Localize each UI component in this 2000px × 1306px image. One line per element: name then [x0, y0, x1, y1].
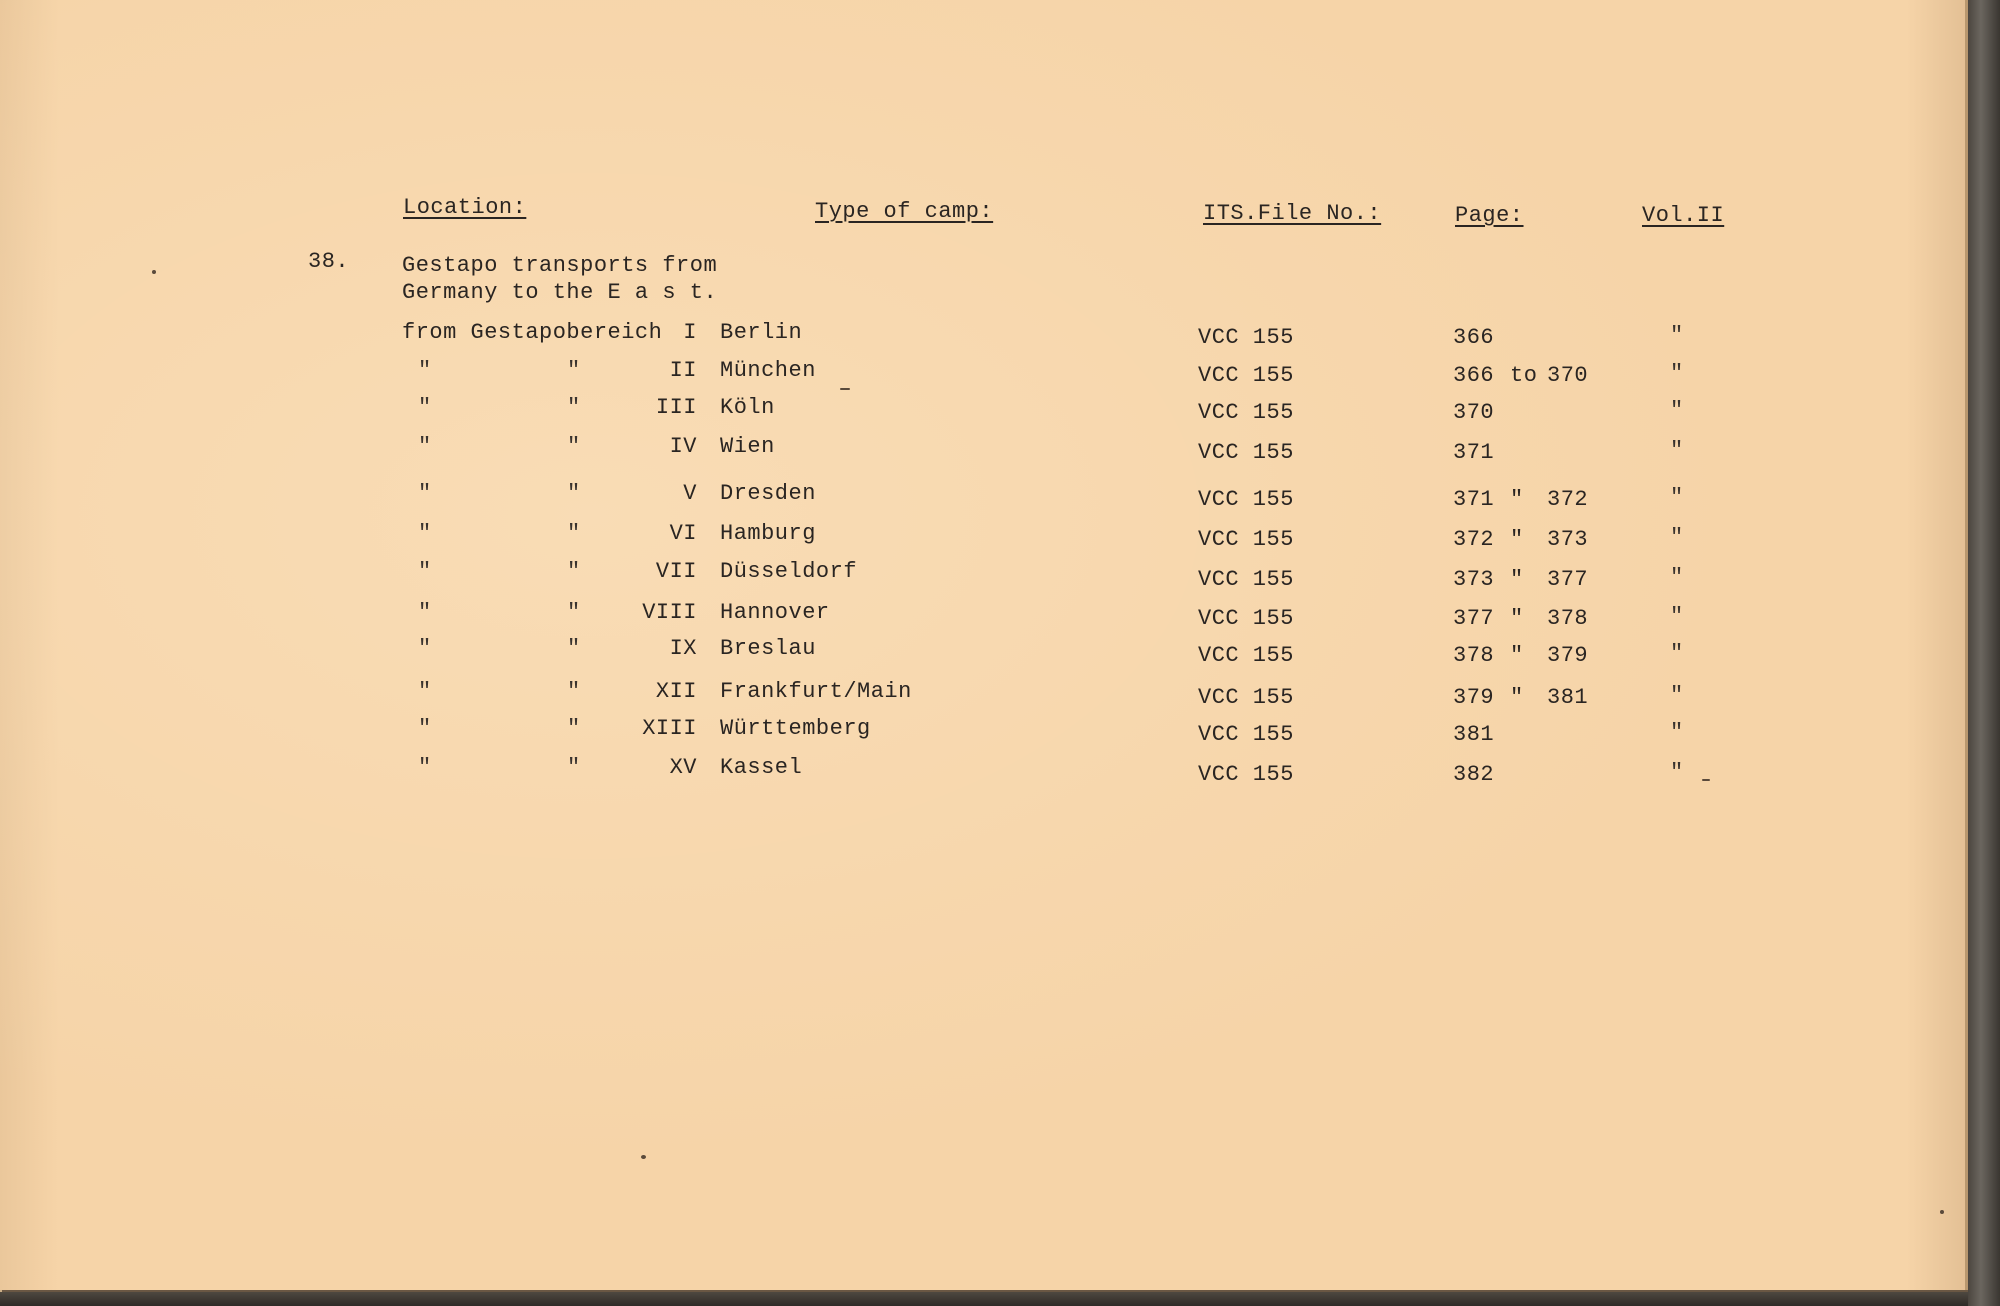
its-file-number: VCC 155 [1198, 487, 1294, 512]
entry-title-line2: Germany to the E a s t. [402, 280, 718, 305]
page-from: 382 [1453, 762, 1495, 787]
book-edge-right [1968, 0, 2000, 1306]
page-to: 370 [1547, 363, 1589, 388]
gestapo-district-numeral: VII [655, 559, 697, 584]
page-from: 366 [1453, 363, 1495, 388]
ditto-mark-2: " [567, 521, 581, 546]
page-from: 366 [1453, 325, 1495, 350]
ditto-mark-2: " [567, 559, 581, 584]
its-file-number: VCC 155 [1198, 685, 1294, 710]
header-page: Page: [1455, 203, 1524, 228]
city-name: Dresden [720, 481, 816, 506]
gestapo-district-numeral: VIII [642, 600, 697, 625]
ditto-mark-2: " [567, 636, 581, 661]
volume-ditto: " [1670, 720, 1684, 745]
ditto-mark-2: " [567, 358, 581, 383]
its-file-number: VCC 155 [1198, 643, 1294, 668]
volume-ditto: " [1670, 485, 1684, 510]
its-file-number: VCC 155 [1198, 606, 1294, 631]
ditto-mark-1: " [418, 600, 432, 625]
page-from: 373 [1453, 567, 1495, 592]
its-file-number: VCC 155 [1198, 325, 1294, 350]
page-separator: " [1510, 685, 1524, 710]
its-file-number: VCC 155 [1198, 722, 1294, 747]
page-separator: " [1510, 643, 1524, 668]
gestapo-district-numeral: IX [669, 636, 697, 661]
city-name: Hamburg [720, 521, 816, 546]
ditto-mark-2: " [567, 679, 581, 704]
page-from: 371 [1453, 440, 1495, 465]
page-from: 379 [1453, 685, 1495, 710]
city-name: Düsseldorf [720, 559, 858, 584]
page-to: 381 [1547, 685, 1589, 710]
city-name: Kassel [720, 755, 803, 780]
volume-ditto: " [1670, 641, 1684, 666]
page-from: 378 [1453, 643, 1495, 668]
ditto-mark-1: " [418, 679, 432, 704]
city-name: Frankfurt/Main [720, 679, 912, 704]
ditto-mark-1: " [418, 755, 432, 780]
city-name: Breslau [720, 636, 816, 661]
ditto-mark-1: " [418, 521, 432, 546]
paper-speck [1940, 1210, 1944, 1214]
its-file-number: VCC 155 [1198, 527, 1294, 552]
its-file-number: VCC 155 [1198, 363, 1294, 388]
ditto-mark-2: " [567, 600, 581, 625]
volume-ditto: " [1670, 604, 1684, 629]
ditto-mark-2: " [567, 434, 581, 459]
gestapo-district-numeral: I [683, 320, 697, 345]
entry-title-line1: Gestapo transports from [402, 253, 718, 278]
gestapo-district-numeral: XIII [642, 716, 697, 741]
page-to: 377 [1547, 567, 1589, 592]
page-to: 379 [1547, 643, 1589, 668]
city-name: Hannover [720, 600, 830, 625]
ditto-mark-2: " [567, 481, 581, 506]
page-from: 372 [1453, 527, 1495, 552]
gestapo-district-numeral: VI [669, 521, 697, 546]
gestapo-district-numeral: XII [655, 679, 697, 704]
page-to: 378 [1547, 606, 1589, 631]
volume-ditto: " [1670, 565, 1684, 590]
gestapo-district-numeral: IV [669, 434, 697, 459]
paper-speck [641, 1155, 646, 1159]
page-separator: " [1510, 567, 1524, 592]
ditto-mark-2: " [567, 395, 581, 420]
ditto-mark-1: " [418, 636, 432, 661]
city-name: Württemberg [720, 716, 871, 741]
page-from: 381 [1453, 722, 1495, 747]
volume-ditto: " [1670, 361, 1684, 386]
ditto-mark-1: " [418, 395, 432, 420]
city-name: Köln [720, 395, 775, 420]
entry-number: 38. [308, 249, 350, 274]
gestapo-district-numeral: III [655, 395, 697, 420]
gestapo-district-numeral: XV [669, 755, 697, 780]
ditto-mark-1: " [418, 434, 432, 459]
ditto-mark-2: " [567, 755, 581, 780]
ditto-mark-1: " [418, 481, 432, 506]
gestapo-district-numeral: V [683, 481, 697, 506]
volume-ditto: " [1670, 398, 1684, 423]
paper-speck [152, 270, 156, 274]
paper-speck [1702, 779, 1710, 781]
volume-ditto: " [1670, 683, 1684, 708]
city-name: Wien [720, 434, 775, 459]
ditto-mark-2: " [567, 716, 581, 741]
book-edge-bottom [0, 1292, 1968, 1306]
entry-prefix: from Gestapobereich [402, 320, 663, 345]
its-file-number: VCC 155 [1198, 762, 1294, 787]
page-from: 370 [1453, 400, 1495, 425]
its-file-number: VCC 155 [1198, 400, 1294, 425]
header-volume: Vol.II [1642, 203, 1725, 228]
its-file-number: VCC 155 [1198, 567, 1294, 592]
volume-ditto: " [1670, 525, 1684, 550]
header-its-file: ITS.File No.: [1203, 201, 1382, 226]
page-separator: to [1510, 363, 1538, 388]
its-file-number: VCC 155 [1198, 440, 1294, 465]
header-location: Location: [403, 195, 527, 220]
ditto-mark-1: " [418, 716, 432, 741]
header-type-of-camp: Type of camp: [815, 199, 994, 224]
gestapo-district-numeral: II [669, 358, 697, 383]
page-separator: " [1510, 487, 1524, 512]
volume-ditto: " [1670, 438, 1684, 463]
paper-speck [840, 388, 850, 390]
page-separator: " [1510, 527, 1524, 552]
ditto-mark-1: " [418, 559, 432, 584]
page-to: 373 [1547, 527, 1589, 552]
city-name: Berlin [720, 320, 803, 345]
city-name: München [720, 358, 816, 383]
page-from: 377 [1453, 606, 1495, 631]
page-separator: " [1510, 606, 1524, 631]
page-from: 371 [1453, 487, 1495, 512]
volume-ditto: " [1670, 760, 1684, 785]
page-to: 372 [1547, 487, 1589, 512]
ditto-mark-1: " [418, 358, 432, 383]
volume-ditto: " [1670, 323, 1684, 348]
